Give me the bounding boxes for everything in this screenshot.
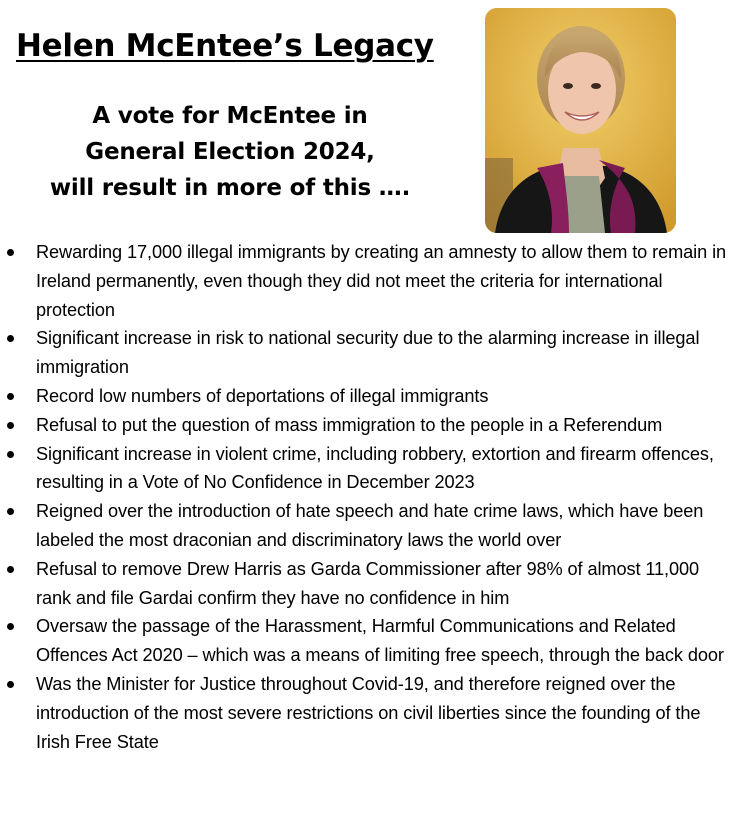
list-item: Significant increase in risk to national security due to the alarming increase in illegal immigration (0, 324, 742, 382)
list-item: Reigned over the introduction of hate speech and hate crime laws, which have been labeled the most draconian and discriminatory laws the world over (0, 497, 742, 555)
list-item: Significant increase in violent crime, including robbery, extortion and firearm offences, resulting in a Vote of No Confidence in December 2023 (0, 440, 742, 498)
list-item: Refusal to put the question of mass immigration to the people in a Referendum (0, 411, 742, 440)
subtitle-line-2: General Election 2024, (85, 139, 375, 165)
subtitle (10, 98, 450, 206)
legacy-bullet-list (0, 238, 742, 756)
list-item: Was the Minister for Justice throughout Covid-19, and therefore reigned over the introduction of the most severe restrictions on civil liberties since the founding of the Irish Free State (0, 670, 742, 756)
subtitle-line-3: will result in more of this …. (49, 175, 411, 201)
subtitle-line-1: A vote for McEntee in (92, 103, 368, 129)
page-title: Helen McEntee’s Legacy (16, 28, 434, 64)
portrait-illustration (485, 8, 676, 233)
list-item: Rewarding 17,000 illegal immigrants by creating an amnesty to allow them to remain in Ireland permanently, even though they did not meet the criteria for international protection (0, 238, 742, 324)
list-item: Refusal to remove Drew Harris as Garda Commissioner after 98% of almost 11,000 rank and file Gardai confirm they have no confidence in him (0, 555, 742, 613)
portrait-photo (485, 8, 676, 233)
list-item: Oversaw the passage of the Harassment, Harmful Communications and Related Offences Act 2020 – which was a means of limiting free speech, through the back door (0, 612, 742, 670)
list-item: Record low numbers of deportations of illegal immigrants (0, 382, 742, 411)
